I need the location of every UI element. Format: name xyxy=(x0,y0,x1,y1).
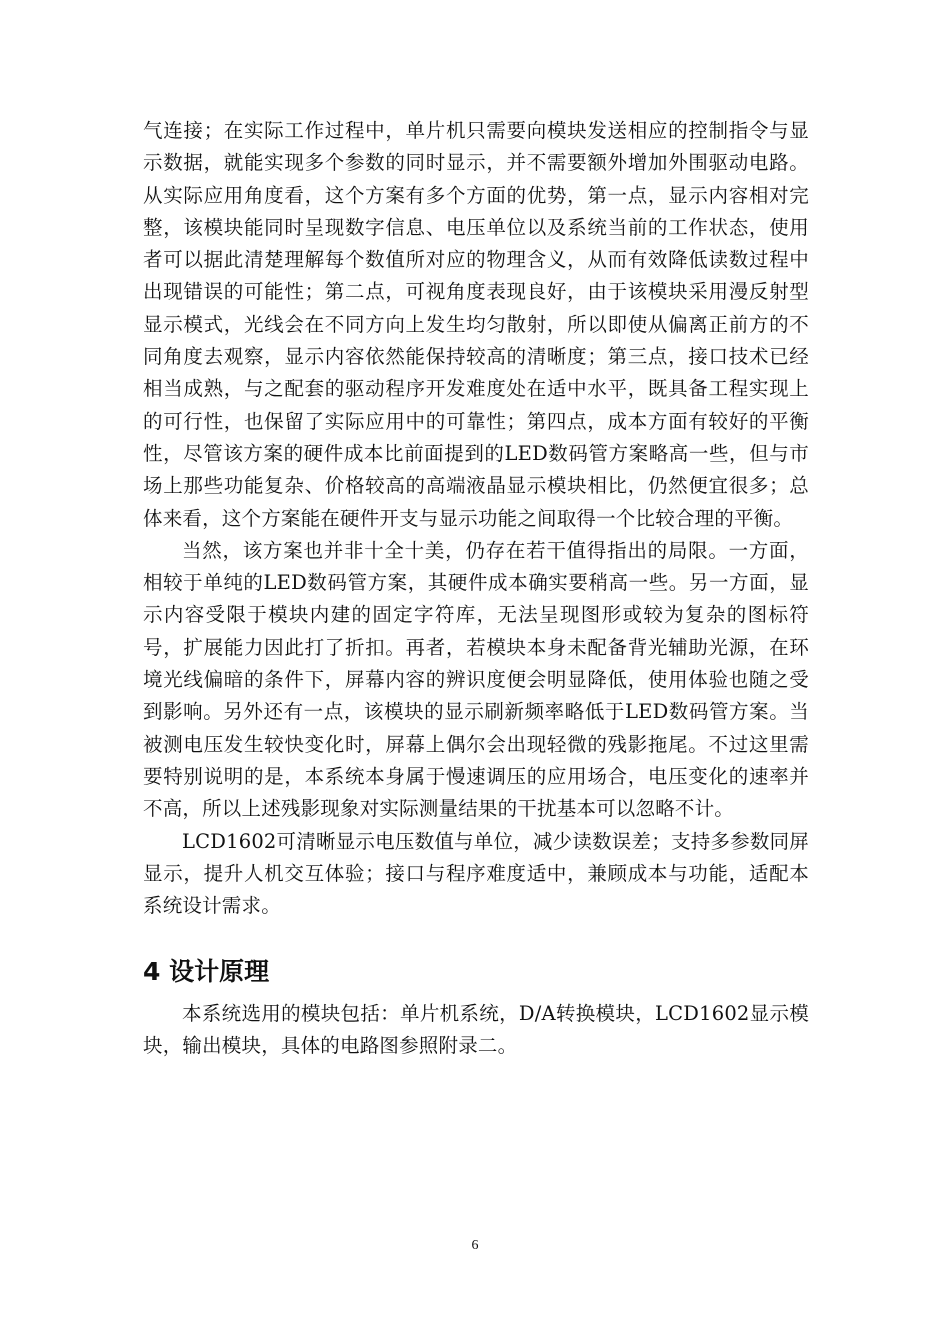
section-heading: 4 设计原理 xyxy=(143,957,270,986)
section-body xyxy=(143,998,809,1063)
paragraph-limitations: 当然，该方案也并非十全十美，仍存在若干值得指出的局限。一方面，相较于单纯的LED数码管方案，其硬件成本确实要稍高一些。另一方面，显示内容受限于模块内建的固定字符库，无法呈现图形或较为复杂的图标符号，扩展能力因此打了折扣。再者，若模块本身未配备背光辅助光源，在环境光线偏暗的条件下，屏幕内容的辨识度便会明显降低，使用体验也随之受到影响。另外还有一点，该模块的显示刷新频率略低于LED数码管方案。当被测电压发生较快变化时，屏幕上偶尔会出现轻微的残影拖尾。不过这里需要特别说明的是，本系统本身属于慢速调压的应用场合，电压变化的速率并不高，所以上述残影现象对实际测量结果的干扰基本可以忽略不计。 xyxy=(143,538,809,821)
body-text xyxy=(143,115,809,922)
paragraph-summary: LCD1602可清晰显示电压数值与单位，减少读数误差；支持多参数同屏显示，提升人机交互体验；接口与程序难度适中，兼顾成本与功能，适配本系统设计需求。 xyxy=(143,829,809,918)
page-number: 6 xyxy=(471,1238,479,1253)
section-paragraph: 本系统选用的模块包括：单片机系统，D/A转换模块，LCD1602显示模块，输出模块，具体的电路图参照附录二。 xyxy=(143,1002,809,1058)
paragraph-continued: 气连接；在实际工作过程中，单片机只需要向模块发送相应的控制指令与显示数据，就能实现多个参数的同时显示，并不需要额外增加外围驱动电路。从实际应用角度看，这个方案有多个方面的优势，第一点，显示内容相对完整，该模块能同时呈现数字信息、电压单位以及系统当前的工作状态，使用者可以据此清楚理解每个数值所对应的物理含义，从而有效降低读数过程中出现错误的可能性；第二点，可视角度表现良好，由于该模块采用漫反射型显示模式，光线会在不同方向上发生均匀散射，所以即使从偏离正前方的不同角度去观察，显示内容依然能保持较高的清晰度；第三点，接口技术已经相当成熟，与之配套的驱动程序开发难度处在适中水平，既具备工程实现上的可行性，也保留了实际应用中的可靠性；第四点，成本方面有较好的平衡性，尽管该方案的硬件成本比前面提到的LED数码管方案略高一些，但与市场上那些功能复杂、价格较高的高端液晶显示模块相比，仍然便宜很多；总体来看，这个方案能在硬件开支与显示功能之间取得一个比较合理的平衡。 xyxy=(143,119,809,530)
